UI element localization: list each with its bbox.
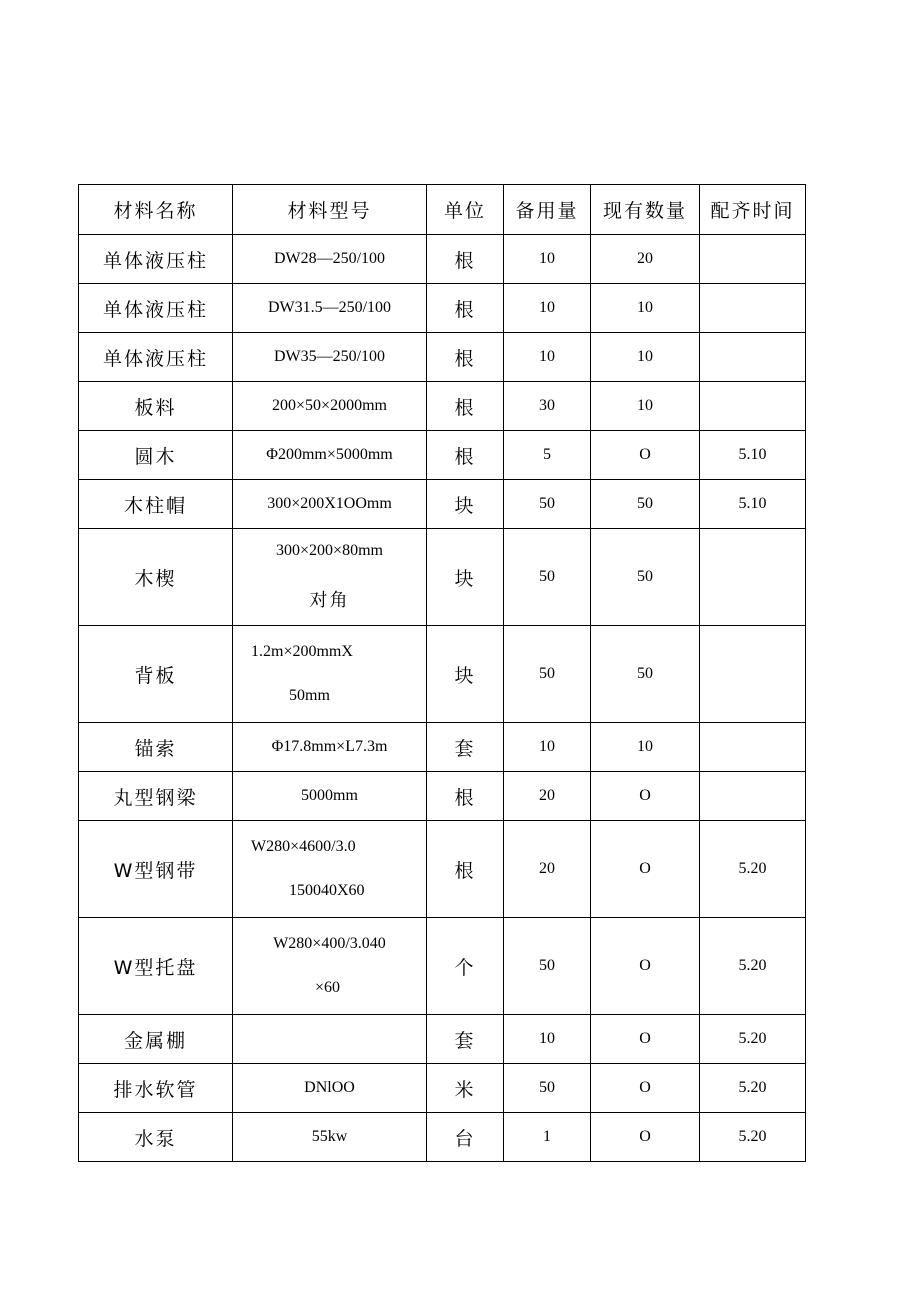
cell-unit: 根 [427, 431, 504, 480]
cell-date: 5.20 [700, 1113, 806, 1162]
cell-name: 木楔 [79, 529, 233, 626]
cell-name: 圆木 [79, 431, 233, 480]
cell-date [700, 235, 806, 284]
cell-date: 5.10 [700, 431, 806, 480]
cell-model [233, 529, 427, 626]
cell-unit: 台 [427, 1113, 504, 1162]
model-line: 300×200×80mm [276, 542, 383, 559]
model-line: DW28—250/100 [273, 250, 386, 267]
model-line: DW35—250/100 [273, 348, 386, 365]
cell-unit: 块 [427, 626, 504, 723]
cell-reserve: 50 [504, 529, 591, 626]
cell-current: O [591, 821, 700, 918]
cell-current: O [591, 1015, 700, 1064]
model-line: 对角 [309, 590, 350, 611]
table-row [79, 529, 806, 626]
cell-model [233, 626, 427, 723]
cell-model [233, 1064, 427, 1113]
cell-model [233, 918, 427, 1015]
cell-unit: 块 [427, 480, 504, 529]
cell-reserve: 10 [504, 333, 591, 382]
cell-reserve: 50 [504, 918, 591, 1015]
cell-model [233, 772, 427, 821]
cell-date [700, 626, 806, 723]
cell-name: 锚索 [79, 723, 233, 772]
model-line: 5000mm [301, 787, 358, 804]
cell-model [233, 284, 427, 333]
cell-reserve: 5 [504, 431, 591, 480]
header-material-model: 材料型号 [233, 185, 427, 235]
cell-reserve: 10 [504, 235, 591, 284]
cell-model [233, 431, 427, 480]
cell-reserve: 10 [504, 284, 591, 333]
model-line: 1.2m×200mmX [251, 643, 353, 660]
table-row [79, 723, 806, 772]
cell-reserve: 10 [504, 1015, 591, 1064]
cell-model [233, 235, 427, 284]
header-material-name: 材料名称 [79, 185, 233, 235]
cell-date: 5.20 [700, 1064, 806, 1113]
cell-current: O [591, 1064, 700, 1113]
model-line: 50mm [289, 687, 330, 704]
cell-unit: 根 [427, 333, 504, 382]
cell-current: 50 [591, 529, 700, 626]
table-row [79, 772, 806, 821]
model-line: 150040X60 [289, 882, 365, 899]
cell-name: 单体液压柱 [79, 333, 233, 382]
cell-unit: 块 [427, 529, 504, 626]
cell-reserve: 30 [504, 382, 591, 431]
table-row [79, 918, 806, 1015]
model-line: 55kw [311, 1128, 348, 1145]
header-row [79, 185, 806, 235]
cell-current: 10 [591, 333, 700, 382]
cell-unit: 根 [427, 382, 504, 431]
cell-current: O [591, 772, 700, 821]
cell-date [700, 382, 806, 431]
table-row [79, 480, 806, 529]
cell-current: 10 [591, 284, 700, 333]
cell-unit: 个 [427, 918, 504, 1015]
cell-name: 丸型钢梁 [79, 772, 233, 821]
cell-model [233, 1113, 427, 1162]
cell-unit: 根 [427, 772, 504, 821]
header-complete-date: 配齐时间 [700, 185, 806, 235]
cell-current: O [591, 431, 700, 480]
cell-reserve: 20 [504, 772, 591, 821]
cell-name: 木柱帽 [79, 480, 233, 529]
cell-model [233, 480, 427, 529]
cell-reserve: 50 [504, 480, 591, 529]
cell-reserve: 10 [504, 723, 591, 772]
header-unit: 单位 [427, 185, 504, 235]
table-row [79, 333, 806, 382]
cell-unit: 根 [427, 821, 504, 918]
cell-date: 5.10 [700, 480, 806, 529]
cell-name: 单体液压柱 [79, 235, 233, 284]
cell-current: 20 [591, 235, 700, 284]
header-current-qty: 现有数量 [591, 185, 700, 235]
cell-name: W型钢带 [79, 821, 233, 918]
model-line: W280×400/3.040 [273, 935, 386, 952]
cell-date [700, 284, 806, 333]
cell-model [233, 1015, 427, 1064]
cell-model [233, 821, 427, 918]
cell-unit: 根 [427, 284, 504, 333]
cell-current: O [591, 918, 700, 1015]
table-row [79, 431, 806, 480]
cell-current: 50 [591, 480, 700, 529]
table-row [79, 821, 806, 918]
cell-date [700, 772, 806, 821]
model-line: ×60 [315, 979, 341, 996]
cell-name: W型托盘 [79, 918, 233, 1015]
cell-date [700, 333, 806, 382]
header-reserve: 备用量 [504, 185, 591, 235]
model-line: 200×50×2000mm [272, 397, 387, 414]
cell-unit: 套 [427, 1015, 504, 1064]
table-row [79, 626, 806, 723]
cell-name: 板料 [79, 382, 233, 431]
cell-reserve: 50 [504, 1064, 591, 1113]
table-row [79, 1113, 806, 1162]
cell-name: 水泵 [79, 1113, 233, 1162]
cell-date: 5.20 [700, 918, 806, 1015]
cell-current: 10 [591, 382, 700, 431]
cell-reserve: 50 [504, 626, 591, 723]
cell-date: 5.20 [700, 1015, 806, 1064]
model-line: W280×4600/3.0 [251, 838, 356, 855]
table-row [79, 382, 806, 431]
cell-model [233, 723, 427, 772]
cell-unit: 米 [427, 1064, 504, 1113]
cell-date: 5.20 [700, 821, 806, 918]
table-row [79, 1064, 806, 1113]
cell-current: O [591, 1113, 700, 1162]
table-row [79, 284, 806, 333]
cell-current: 10 [591, 723, 700, 772]
cell-name: 单体液压柱 [79, 284, 233, 333]
cell-unit: 根 [427, 235, 504, 284]
cell-model [233, 333, 427, 382]
model-line: Φ17.8mm×L7.3m [271, 738, 388, 755]
cell-reserve: 1 [504, 1113, 591, 1162]
materials-table [78, 184, 806, 1162]
cell-reserve: 20 [504, 821, 591, 918]
cell-date [700, 529, 806, 626]
model-line: DNlOO [304, 1079, 355, 1096]
model-line: Φ200mm×5000mm [266, 446, 393, 463]
model-line: 300×200X1OOmm [267, 495, 392, 512]
cell-current: 50 [591, 626, 700, 723]
table-row [79, 235, 806, 284]
cell-name: 排水软管 [79, 1064, 233, 1113]
cell-name: 金属棚 [79, 1015, 233, 1064]
cell-date [700, 723, 806, 772]
model-line: DW31.5—250/100 [267, 299, 392, 316]
cell-unit: 套 [427, 723, 504, 772]
cell-model [233, 382, 427, 431]
cell-name: 背板 [79, 626, 233, 723]
table-row [79, 1015, 806, 1064]
